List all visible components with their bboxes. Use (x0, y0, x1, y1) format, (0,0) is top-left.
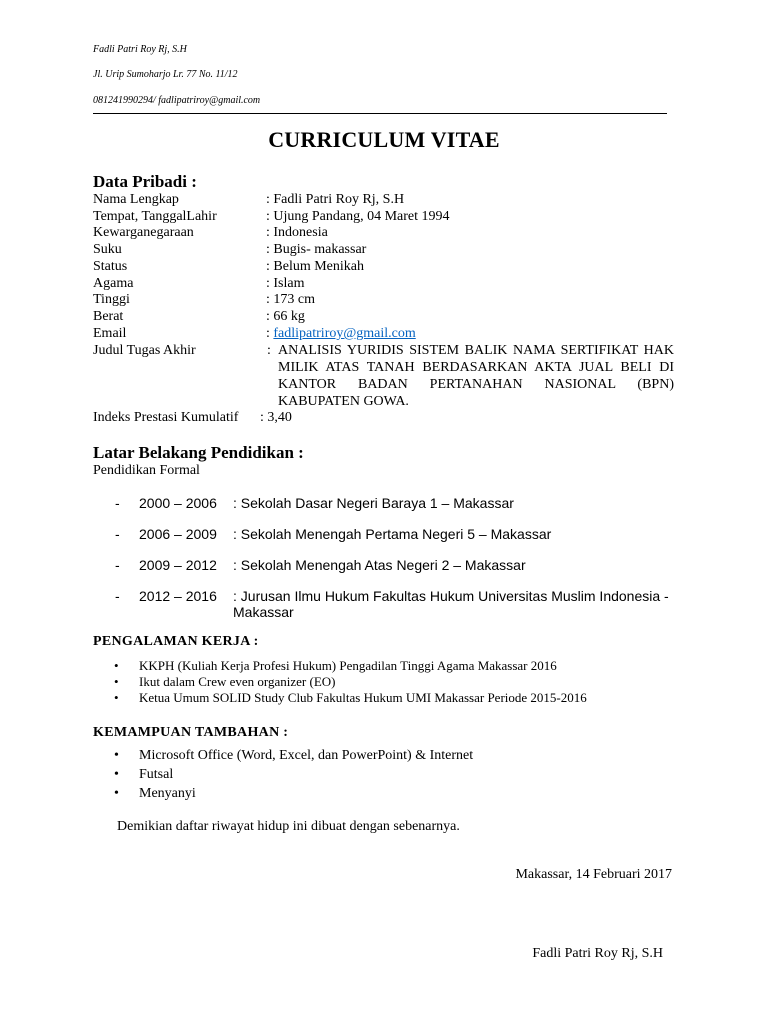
bullet-icon: • (114, 674, 119, 689)
education-school: : Sekolah Menengah Pertama Negeri 5 – Makassar (233, 526, 552, 542)
field-value: : 66 kg (266, 309, 305, 324)
field-label: Nama Lengkap (93, 192, 179, 207)
section-heading-experience: PENGALAMAN KERJA : (93, 634, 259, 649)
education-years: 2000 – 2006 (139, 495, 217, 511)
bullet-icon: • (114, 658, 119, 673)
bullet-icon: • (114, 690, 119, 705)
section-heading-skills: KEMAMPUAN TAMBAHAN : (93, 725, 289, 740)
list-dash: - (115, 588, 120, 604)
experience-text: Ikut dalam Crew even organizer (EO) (139, 674, 336, 689)
experience-text: KKPH (Kuliah Kerja Profesi Hukum) Pengadilan Tinggi Agama Makassar 2016 (139, 658, 557, 673)
place-date: Makassar, 14 Februari 2017 (515, 867, 672, 882)
field-label: Judul Tugas Akhir (93, 343, 196, 358)
education-years: 2006 – 2009 (139, 526, 217, 542)
education-subheading: Pendidikan Formal (93, 463, 200, 478)
skill-text: Microsoft Office (Word, Excel, dan PowerPoint) & Internet (139, 748, 474, 763)
field-value: : Ujung Pandang, 04 Maret 1994 (266, 209, 450, 224)
bullet-icon: • (114, 767, 119, 782)
header-address: Jl. Urip Sumoharjo Lr. 77 No. 11/12 (93, 69, 238, 80)
field-value (266, 325, 416, 342)
field-label: Berat (93, 309, 124, 324)
header-name: Fadli Patri Roy Rj, S.H (93, 44, 187, 55)
section-heading-personal: Data Pribadi : (93, 172, 197, 191)
education-school: : Sekolah Dasar Negeri Baraya 1 – Makassar (233, 495, 514, 511)
skill-text: Menyanyi (139, 786, 196, 801)
skill-text: Futsal (139, 767, 174, 782)
field-label: Kewarganegaraan (93, 225, 194, 240)
education-years: 2012 – 2016 (139, 588, 217, 604)
field-value: : Fadli Patri Roy Rj, S.H (266, 192, 405, 207)
signature-name: Fadli Patri Roy Rj, S.H (532, 946, 663, 961)
field-value: : 173 cm (266, 292, 315, 307)
field-value: : Bugis- makassar (266, 242, 367, 257)
experience-text: Ketua Umum SOLID Study Club Fakultas Hukum UMI Makassar Periode 2015-2016 (139, 690, 587, 705)
header-contact: 081241990294/ fadlipatriroy@gmail.com (93, 95, 261, 106)
email-colon: : (266, 326, 270, 341)
bullet-icon: • (114, 786, 119, 801)
field-value: : Islam (266, 276, 305, 291)
thesis-value (267, 342, 674, 410)
field-label: Tinggi (93, 292, 130, 307)
closing-statement: Demikian daftar riwayat hidup ini dibuat dengan sebenarnya. (117, 819, 460, 834)
field-label: Agama (93, 276, 134, 291)
section-heading-education: Latar Belakang Pendidikan : (93, 443, 304, 462)
page-title: CURRICULUM VITAE (268, 127, 500, 152)
education-school: : Jurusan Ilmu Hukum Fakultas Hukum Universitas Muslim Indonesia - Makassar (233, 588, 669, 620)
email-link[interactable]: fadlipatriroy@gmail.com (273, 326, 416, 341)
thesis-text: ANALISIS YURIDIS SISTEM BALIK NAMA SERTIFIKAT HAK MILIK ATAS TANAH BERDASARKAN AKTA JUAL BELI DI KANTOR BADAN PERTANAHAN NASIONAL (BPN) KABUPATEN GOWA. (278, 343, 674, 409)
education-school: : Sekolah Menengah Atas Negeri 2 – Makassar (233, 557, 526, 573)
field-label: Email (93, 326, 127, 341)
bullet-icon: • (114, 748, 119, 763)
field-value: : Belum Menikah (266, 259, 364, 274)
list-dash: - (115, 495, 120, 511)
field-value: : Indonesia (266, 225, 328, 240)
list-dash: - (115, 526, 120, 542)
field-label: Tempat, TanggalLahir (93, 209, 217, 224)
header-divider (93, 113, 667, 114)
field-label: Suku (93, 242, 122, 257)
thesis-colon: : (267, 343, 271, 358)
field-value: : 3,40 (260, 410, 292, 425)
field-label: Status (93, 259, 128, 274)
field-label: Indeks Prestasi Kumulatif (93, 410, 239, 425)
list-dash: - (115, 557, 120, 573)
education-years: 2009 – 2012 (139, 557, 217, 573)
